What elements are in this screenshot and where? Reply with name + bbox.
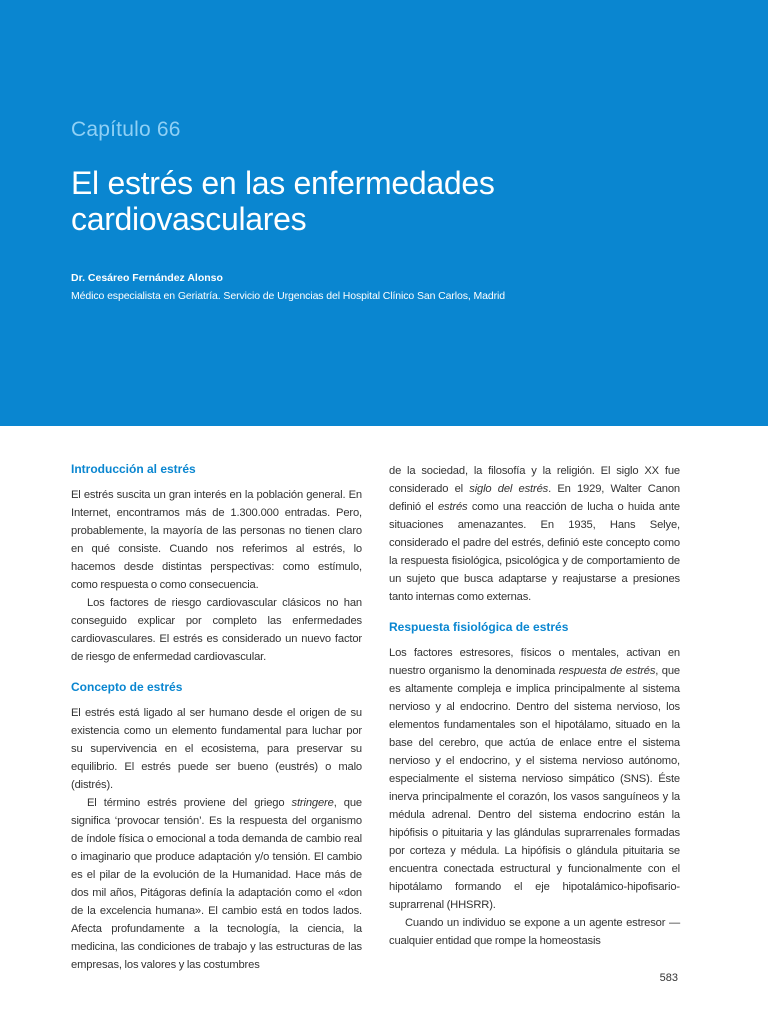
concept-p3-text-b: . En 1929, Walter Canon definió el <box>389 483 680 513</box>
right-column <box>389 462 680 950</box>
concept-paragraph-2 <box>71 794 362 974</box>
page-number: 583 <box>659 972 678 984</box>
intro-paragraph-1: El estrés suscita un gran interés en la población general. En Internet, encontramos más de 1.300.000 entradas. Pero, probablemente, la mayoría de las personas no tienen claro en qué consiste. Cuando nos referimos al estrés, lo hacemos desde distintas perspectivas: como estímulo, como respuesta o como consecuencia. <box>71 489 362 591</box>
concept-p2-term: stringere <box>291 797 334 809</box>
left-column <box>71 462 362 974</box>
chapter-label: Capítulo 66 <box>71 118 181 141</box>
intro-paragraph-2: Los factores de riesgo cardiovascular clásicos no han conseguido explicar por completo las enfermedades cardiovasculares. El estrés es considerado un nuevo factor de riesgo de enfermedad cardiovascular. <box>71 597 362 663</box>
concept-p3-term-1: siglo del estrés <box>469 483 549 495</box>
chapter-header-band <box>0 0 768 426</box>
physiology-paragraph-1 <box>389 644 680 914</box>
concept-p3-term-2: estrés <box>437 501 468 513</box>
physiology-p1-term: respuesta de estrés <box>558 665 656 677</box>
concept-p3-text-c: como una reacción de lucha o huida ante situaciones amenazantes. En 1935, Hans Selye, considerado el padre del estrés, definió este concepto como la respuesta fisiológica, psicológica y de comportamiento de un sujeto que busca adaptarse y reajustarse a presiones tanto internas como externas. <box>389 501 680 603</box>
author-affiliation: Médico especialista en Geriatría. Servicio de Urgencias del Hospital Clínico San Carlos, Madrid <box>71 290 506 302</box>
physiology-p1-text-a: Los factores estresores, físicos o mentales, activan en nuestro organismo la denominada <box>389 647 680 677</box>
author-name: Dr. Cesáreo Fernández Alonso <box>71 272 223 284</box>
physiology-paragraph-2: Cuando un individuo se expone a un agente estresor —cualquier entidad que rompe la homeostasis <box>389 917 680 947</box>
section-heading-intro: Introducción al estrés <box>71 462 196 476</box>
section-heading-concept: Concepto de estrés <box>71 680 183 694</box>
chapter-title: El estrés en las enfermedades cardiovasculares <box>71 165 495 237</box>
concept-paragraph-continued <box>389 462 680 606</box>
physiology-p1-text-b: , que es altamente compleja e implica principalmente al sistema nervioso y al endocrino. Dentro del sistema nervioso, los elementos fundamentales son el hipotálamo, situado en la base del cerebro, que actúa de enlace entre el sistema nervioso y el endocrino, y el sistema nervioso autónomo, especialmente el sistema nervioso simpático (SNS). Éste inerva principalmente el corazón, los vasos sanguíneos y la médula adrenal. Dentro del sistema endocrino están la hipófisis o pituitaria y las glándulas suprarrenales formadas por corteza y médula. La hipófisis o glándula pituitaria se encuentra conectada estructural y funcionalmente con el hipotálamo formando el eje hipotalámico-hipofisario-suprarrenal (HHSRR). <box>389 665 680 911</box>
concept-p2-text-a: El término estrés proviene del griego <box>87 797 292 809</box>
section-heading-physiology: Respuesta fisiológica de estrés <box>389 620 569 634</box>
concept-p2-text-b: , que significa ‘provocar tensión’. Es la respuesta del organismo de índole física o emocional a toda demanda de cambio real o imaginario que produce adaptación y/o tensión. El cambio es el pilar de la evolución de la Humanidad. Hace más de dos mil años, Pitágoras definía la adaptación como el «don de la excelencia humana». El cambio está en todos lados. Afecta profundamente a la tecnología, la ciencia, la medicina, las condiciones de trabajo y las estructuras de las empresas, los valores y las costumbres <box>71 797 362 971</box>
concept-paragraph-1: El estrés está ligado al ser humano desde el origen de su existencia como un elemento fundamental para luchar por su supervivencia en el ecosistema, para preservar su equilibrio. El estrés puede ser bueno (eustrés) o malo (distrés). <box>71 707 362 791</box>
concept-p3-text-a: de la sociedad, la filosofía y la religión. El siglo XX fue considerado el <box>389 465 680 495</box>
